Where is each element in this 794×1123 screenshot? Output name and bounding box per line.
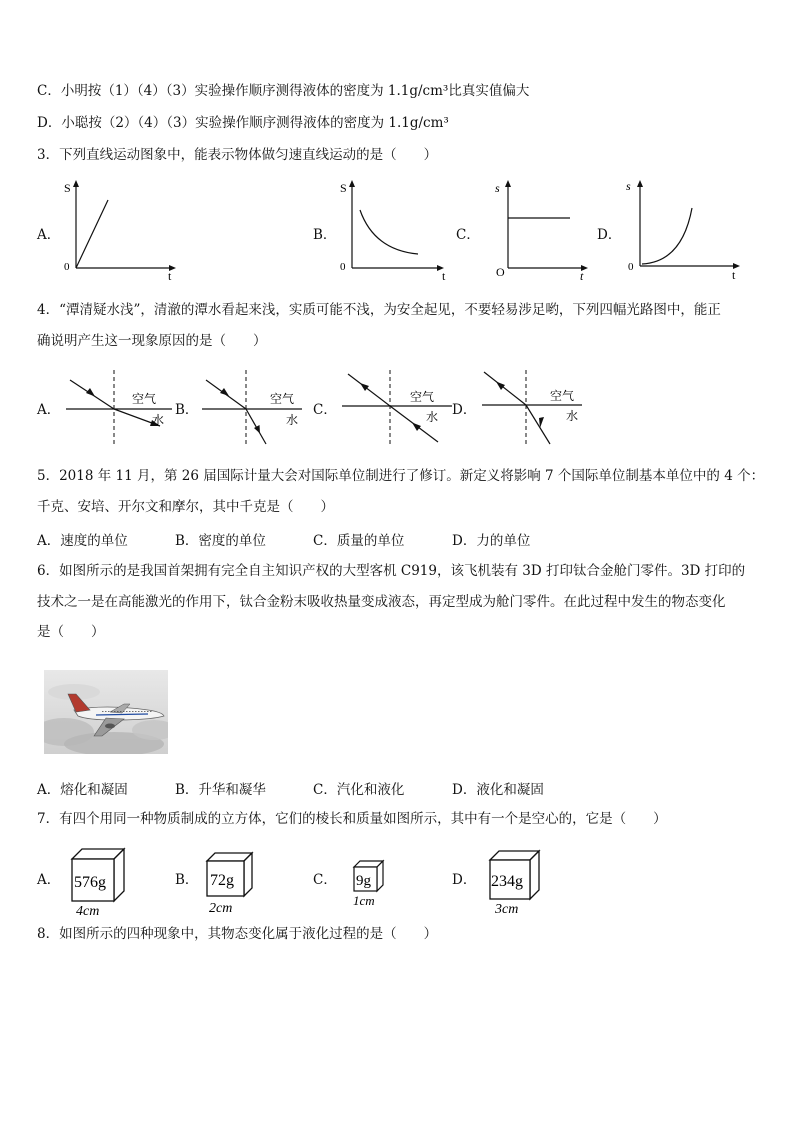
q5-option-c: C．质量的单位	[313, 533, 405, 549]
q4-c-water: 水	[426, 410, 439, 424]
q4-a-water: 水	[152, 413, 165, 427]
question-6-line1: 6．如图所示的是我国首架拥有完全自主知识产权的大型客机 C919，该飞机装有 3D 打印钛合金舱门零件。3D 打印的	[37, 563, 746, 579]
q3-a-ylabel: S	[64, 181, 71, 195]
q7-b-mass: 72g	[210, 872, 234, 889]
question-5-line2: 千克、安培、开尔文和摩尔，其中千克是（ ）	[37, 499, 334, 515]
q3-label-d: D．	[597, 227, 622, 243]
q3-graph-b	[336, 178, 456, 283]
q7-cube-a	[68, 845, 130, 920]
q3-label-a: A．	[37, 227, 61, 243]
question-4-line2: 确说明产生这一现象原因的是（ ）	[37, 333, 267, 349]
q4-a-air: 空气	[132, 392, 157, 406]
q7-c-mass: 9g	[356, 873, 371, 889]
question-4-line1: 4．“潭清疑水浅”，清澈的潭水看起来浅，实质可能不浅，为安全起见，不要轻易涉足哟，下列四幅光路图中，能正	[37, 302, 721, 318]
q3-b-origin: 0	[340, 261, 346, 273]
q7-cube-c	[351, 858, 391, 914]
q7-a-mass: 576g	[74, 874, 106, 891]
q7-a-edge: 4cm	[76, 904, 100, 919]
q4-c-air: 空气	[410, 390, 435, 404]
option-c-text: C．小明按（1）（4）（3）实验操作顺序测得液体的密度为 1.1g/cm³比真实值偏大	[37, 83, 530, 99]
q7-label-c: C．	[313, 872, 337, 888]
q4-d-water: 水	[566, 409, 579, 423]
q5-option-a: A．速度的单位	[37, 533, 128, 549]
question-3: 3．下列直线运动图象中，能表示物体做匀速直线运动的是（ ）	[37, 147, 438, 163]
q3-c-xlabel: t	[580, 269, 584, 283]
question-5-line1: 5．2018 年 11 月，第 26 届国际计量大会对国际单位制进行了修订。新定义将影响 7 个国际单位制基本单位中的 4 个：	[37, 468, 765, 484]
q3-graph-c	[490, 178, 600, 283]
q4-d-air: 空气	[550, 389, 575, 403]
q4-diagram-b	[198, 368, 308, 448]
q3-a-origin: 0	[64, 261, 70, 273]
q6-option-d: D．液化和凝固	[452, 782, 544, 798]
q6-option-b: B．升华和凝华	[175, 782, 266, 798]
q4-diagram-c	[338, 368, 458, 448]
q7-label-d: D．	[452, 872, 477, 888]
option-d-text: D．小聪按（2）（4）（3）实验操作顺序测得液体的密度为 1.1g/cm³	[37, 115, 449, 131]
q4-diagram-d	[478, 368, 588, 448]
q7-d-mass: 234g	[491, 873, 523, 890]
q4-label-a: A．	[37, 402, 61, 418]
q7-label-a: A．	[37, 872, 61, 888]
q3-b-ylabel: S	[340, 181, 347, 195]
question-6-line3: 是（ ）	[37, 624, 105, 640]
c919-airplane-image	[44, 670, 168, 754]
q3-d-origin: 0	[628, 261, 634, 273]
q6-option-c: C．汽化和液化	[313, 782, 405, 798]
q7-cube-d	[487, 848, 547, 918]
q3-d-ylabel: s	[626, 179, 631, 193]
q3-graph-d	[624, 178, 750, 283]
q7-c-edge: 1cm	[353, 893, 375, 908]
q4-label-d: D．	[452, 402, 477, 418]
q4-b-air: 空气	[270, 392, 295, 406]
q3-label-c: C．	[456, 227, 480, 243]
q7-d-edge: 3cm	[495, 902, 519, 917]
q4-label-c: C．	[313, 402, 337, 418]
q3-a-xlabel: t	[168, 269, 172, 283]
q3-c-origin: O	[496, 265, 505, 279]
q7-label-b: B．	[175, 872, 199, 888]
q5-option-d: D．力的单位	[452, 533, 531, 549]
q7-b-edge: 2cm	[209, 901, 233, 916]
q3-d-xlabel: t	[732, 268, 736, 282]
q3-b-xlabel: t	[442, 269, 446, 283]
q3-graph-a	[60, 178, 190, 283]
q6-option-a: A．熔化和凝固	[37, 782, 128, 798]
question-8: 8．如图所示的四种现象中，其物态变化属于液化过程的是（ ）	[37, 926, 438, 942]
question-7: 7．有四个用同一种物质制成的立方体，它们的棱长和质量如图所示，其中有一个是空心的，它是（ ）	[37, 811, 667, 827]
q3-c-ylabel: s	[495, 181, 500, 195]
question-6-line2: 技术之一是在高能激光的作用下，钛合金粉末吸收热量变成液态，再定型成为舱门零件。在此过程中发生的物态变化	[37, 594, 726, 610]
q4-diagram-a	[62, 368, 177, 448]
q4-b-water: 水	[286, 413, 299, 427]
q4-label-b: B．	[175, 402, 199, 418]
q3-label-b: B．	[313, 227, 337, 243]
q5-option-b: B．密度的单位	[175, 533, 266, 549]
q7-cube-b	[204, 850, 260, 918]
